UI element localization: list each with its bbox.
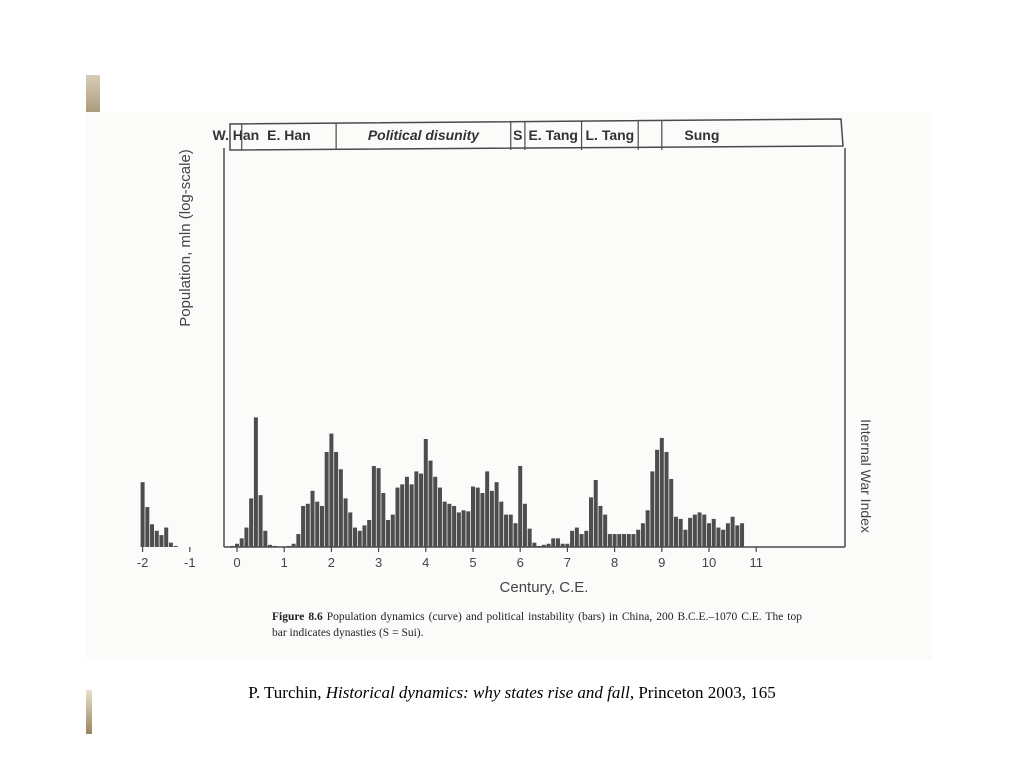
citation-title: Historical dynamics: why states rise and fall xyxy=(325,683,630,702)
war-index-bar xyxy=(150,524,154,547)
war-index-bar xyxy=(249,498,253,547)
dynasty-label: W. Han xyxy=(212,127,260,143)
war-index-bar xyxy=(480,493,484,547)
war-index-bar xyxy=(325,452,329,547)
war-index-bar xyxy=(537,546,541,547)
war-index-bar xyxy=(613,534,617,547)
x-tick-label: 9 xyxy=(658,555,666,570)
war-index-bar xyxy=(698,512,702,547)
war-index-bar xyxy=(155,531,159,547)
right-axis-title: Internal War Index xyxy=(858,419,874,533)
war-index-bar xyxy=(542,545,546,547)
war-index-bar xyxy=(646,510,650,547)
war-index-bar xyxy=(631,534,635,547)
war-index-bar xyxy=(334,452,338,547)
x-tick-label: 10 xyxy=(701,555,717,570)
dynasty-label: Sung xyxy=(684,127,720,143)
war-index-bar xyxy=(485,471,489,547)
war-index-bar xyxy=(490,491,494,547)
x-tick-label: 7 xyxy=(563,555,572,570)
war-index-bar xyxy=(240,538,244,547)
war-index-bar xyxy=(622,534,626,547)
war-index-bar xyxy=(424,439,428,547)
war-index-bar xyxy=(296,534,300,547)
war-index-bar xyxy=(721,530,725,547)
war-index-bar xyxy=(145,507,149,547)
war-index-bar xyxy=(617,534,621,547)
war-index-bar xyxy=(636,530,640,547)
war-index-bar xyxy=(735,525,739,547)
war-index-bar xyxy=(679,519,683,547)
war-index-bar xyxy=(688,518,692,547)
war-index-bar xyxy=(447,504,451,547)
war-index-bar xyxy=(669,479,673,547)
war-index-bar xyxy=(716,528,720,547)
war-index-bar xyxy=(159,535,163,547)
dynasty-label: L. Tang xyxy=(585,127,635,143)
war-index-bar xyxy=(292,544,296,547)
war-index-bar xyxy=(419,474,423,547)
war-index-bar xyxy=(731,517,735,547)
war-index-bar xyxy=(452,506,456,547)
war-index-bar xyxy=(570,531,574,547)
figure-caption xyxy=(272,609,802,641)
war-index-bar xyxy=(164,528,168,547)
x-tick-label: 3 xyxy=(374,555,383,570)
war-index-bar xyxy=(471,487,475,547)
war-index-bar xyxy=(367,520,371,547)
war-index-bar xyxy=(641,523,645,547)
war-index-bar xyxy=(660,438,664,547)
war-index-bar xyxy=(329,434,333,547)
x-tick-label: -1 xyxy=(184,555,196,570)
war-index-bar xyxy=(707,523,711,547)
war-index-bar xyxy=(438,488,442,547)
war-index-bar xyxy=(532,543,536,547)
war-index-bar xyxy=(551,538,555,547)
x-tick-label: 11 xyxy=(749,555,763,570)
figure-caption-text: Population dynamics (curve) and political instability (bars) in China, 200 B.C.E.–1070 C.E. The top bar indicates dynasties (S = Sui). xyxy=(272,611,803,639)
war-index-bar xyxy=(230,546,234,547)
war-index-bar xyxy=(443,502,447,547)
war-index-bar xyxy=(584,531,588,547)
war-index-bar xyxy=(391,515,395,547)
x-axis-title: Century, C.E. xyxy=(499,579,589,596)
war-index-bar xyxy=(518,466,522,547)
war-index-bar xyxy=(580,534,584,547)
war-index-bar xyxy=(311,491,315,547)
war-index-bar xyxy=(339,469,343,547)
war-index-bar xyxy=(410,484,414,547)
war-index-bar xyxy=(344,498,348,547)
war-index-bar xyxy=(405,477,409,547)
war-index-bar xyxy=(466,511,470,547)
x-tick-label: 6 xyxy=(516,555,524,570)
x-tick-label: 8 xyxy=(610,555,619,570)
war-index-bar xyxy=(665,452,669,547)
dynasty-label: Political disunity xyxy=(367,127,480,143)
war-index-bar xyxy=(476,488,480,547)
war-index-bar xyxy=(301,506,305,547)
war-index-bar xyxy=(561,544,565,547)
war-index-bar xyxy=(513,523,517,547)
x-tick-label: 2 xyxy=(327,555,336,570)
x-tick-label: 0 xyxy=(233,555,241,570)
war-index-bar xyxy=(594,480,598,547)
war-index-bar xyxy=(141,482,145,547)
war-index-bar xyxy=(608,534,612,547)
war-index-bar xyxy=(263,531,267,547)
x-tick-label: -2 xyxy=(136,555,149,570)
war-index-bar xyxy=(268,545,272,547)
war-index-bar xyxy=(457,512,461,547)
figure-label: Figure 8.6 xyxy=(272,611,323,623)
y-axis-title: Population, mln (log-scale) xyxy=(177,149,194,327)
war-index-bar xyxy=(712,519,716,547)
war-index-bar xyxy=(235,544,239,547)
war-index-bar xyxy=(259,495,263,547)
war-index-bar xyxy=(174,546,178,547)
war-index-bar xyxy=(353,528,357,547)
war-index-bar xyxy=(523,504,527,547)
war-index-bar xyxy=(556,538,560,547)
x-tick-label: 1 xyxy=(280,555,288,570)
war-index-bar xyxy=(358,531,362,547)
war-index-bar xyxy=(504,515,508,547)
war-index-bar xyxy=(702,515,706,547)
war-index-bar xyxy=(650,471,654,547)
war-index-bar xyxy=(381,493,385,547)
war-index-bar xyxy=(377,468,381,547)
war-index-bar xyxy=(603,515,607,547)
war-index-bar xyxy=(429,461,433,547)
war-index-bar xyxy=(495,482,499,547)
war-index-bar xyxy=(244,528,248,547)
war-index-bar xyxy=(575,528,579,547)
war-index-bar xyxy=(254,417,258,547)
war-index-bar xyxy=(315,502,319,547)
citation-rest: , Princeton 2003, 165 xyxy=(629,683,776,702)
war-index-bar xyxy=(287,546,291,547)
dynasty-label: S xyxy=(513,127,523,143)
war-index-bar xyxy=(547,544,551,547)
war-index-bar xyxy=(627,534,631,547)
war-index-bar xyxy=(674,517,678,547)
war-index-bar xyxy=(400,484,404,547)
dynasty-label: E. Han xyxy=(267,127,311,143)
war-index-bar xyxy=(565,544,569,547)
war-index-bar xyxy=(306,504,310,547)
citation-author: P. Turchin, xyxy=(248,683,326,702)
war-index-bar xyxy=(414,471,418,547)
war-index-bar xyxy=(726,523,730,547)
war-index-bar xyxy=(693,515,697,547)
war-index-bar xyxy=(509,515,513,547)
source-citation xyxy=(0,683,1024,703)
war-index-bar xyxy=(372,466,376,547)
war-index-bar xyxy=(589,497,593,547)
x-tick-label: 5 xyxy=(469,555,477,570)
x-tick-label: 4 xyxy=(422,555,430,570)
war-index-bar xyxy=(348,512,352,547)
dynasty-label: E. Tang xyxy=(528,127,579,143)
war-index-bar xyxy=(499,502,503,547)
war-index-bar xyxy=(655,450,659,547)
war-index-bar xyxy=(395,488,399,547)
war-index-bar xyxy=(598,506,602,547)
war-index-bar xyxy=(433,477,437,547)
war-index-bar xyxy=(362,525,366,547)
war-index-bar xyxy=(169,543,173,547)
war-index-bar xyxy=(386,520,390,547)
war-index-bar xyxy=(683,530,687,547)
war-index-bar xyxy=(320,506,324,547)
war-index-bar xyxy=(528,529,532,547)
war-index-bar xyxy=(273,546,277,547)
war-index-bar xyxy=(740,523,744,547)
war-index-bar xyxy=(462,510,466,547)
